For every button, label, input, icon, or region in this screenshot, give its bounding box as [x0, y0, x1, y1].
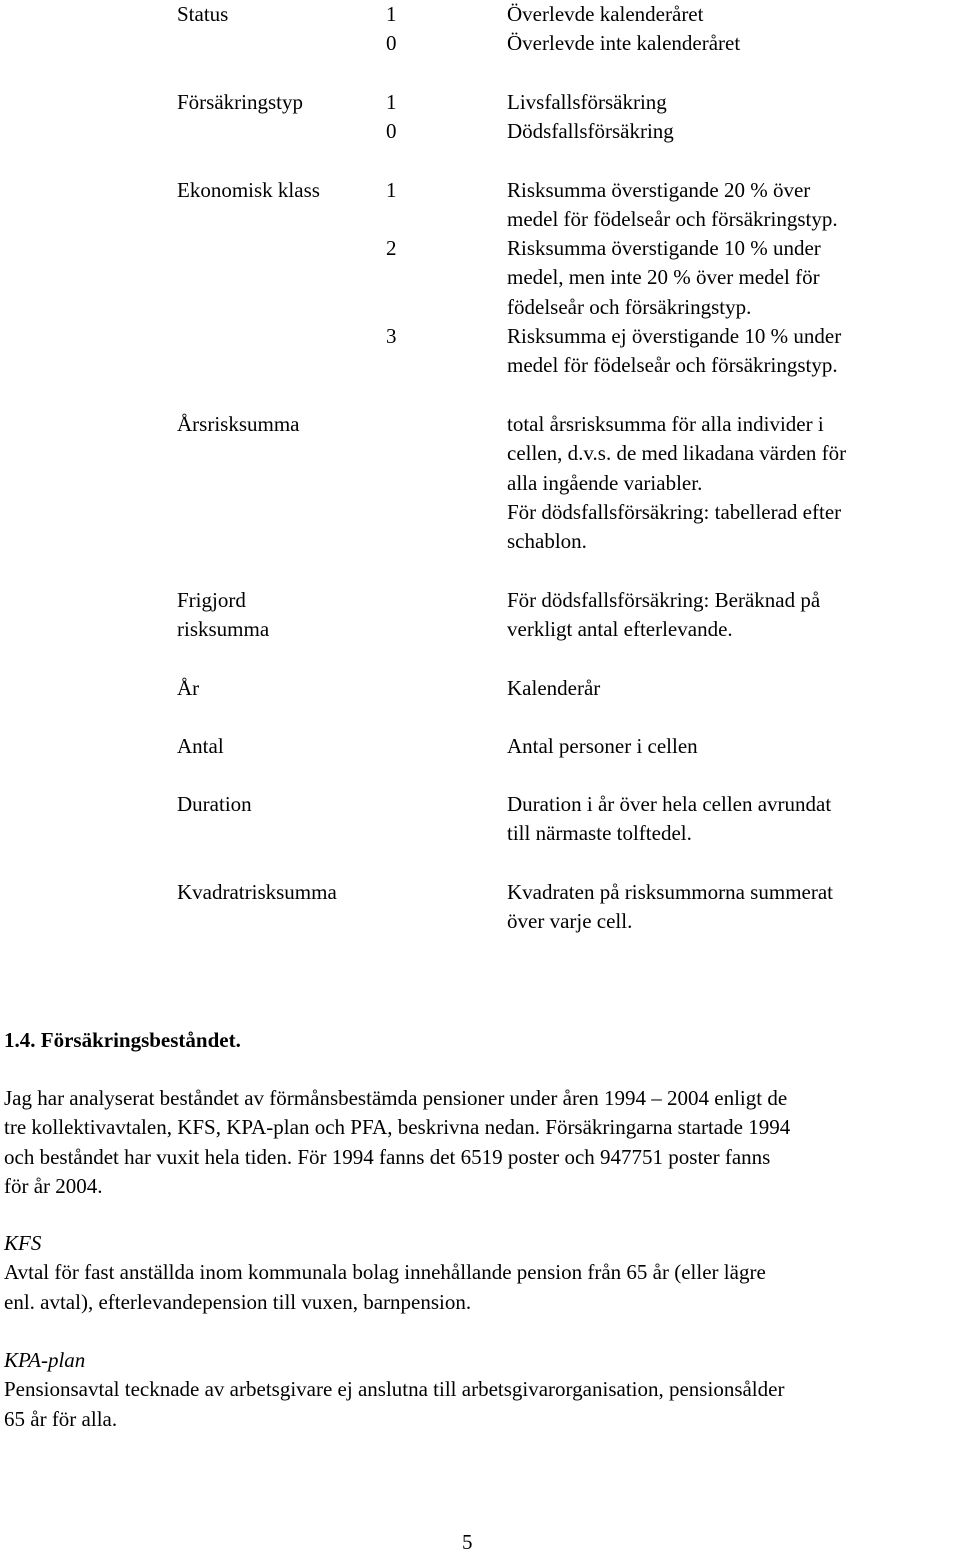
paragraph-line: 65 år för alla.	[4, 1406, 118, 1431]
variable-description	[507, 322, 927, 381]
variable-label: År	[177, 676, 200, 700]
description-line: Kvadraten på risksummorna summerat	[507, 880, 833, 904]
variable-description	[507, 410, 927, 556]
description-line: För dödsfallsförsäkring: tabellerad efter	[507, 499, 842, 524]
section-heading-block	[4, 1026, 956, 1055]
description-line: medel för födelseår och försäkringstyp.	[507, 207, 838, 232]
description-line: För dödsfallsförsäkring: Beräknad på	[507, 588, 821, 612]
description-line: Duration i år över hela cellen avrundat	[507, 792, 832, 816]
paragraph-line: enl. avtal), efterlevandepension till vuxen, barnpension.	[4, 1289, 472, 1314]
description-line: medel för födelseår och försäkringstyp.	[507, 353, 838, 378]
description-line: schablon.	[507, 529, 587, 554]
variable-description: Överlevde kalenderåret	[507, 2, 704, 26]
variable-label: Försäkringstyp	[177, 90, 303, 114]
description-line: cellen, d.v.s. de med likadana värden för	[507, 441, 847, 466]
description-line: Risksumma överstigande 20 % över	[507, 178, 811, 202]
description-line: till närmaste tolftedel.	[507, 821, 692, 846]
description-line: Risksumma ej överstigande 10 % under	[507, 324, 842, 348]
variable-label	[177, 586, 377, 645]
label-line: Frigjord	[177, 588, 246, 612]
variable-description: Kalenderår	[507, 676, 601, 700]
variable-description	[507, 176, 927, 235]
variable-label: Antal	[177, 734, 224, 758]
variable-description	[507, 586, 927, 645]
variable-code: 0	[386, 119, 397, 143]
variable-code: 0	[386, 31, 397, 55]
intro-paragraph	[4, 1084, 956, 1201]
variable-code: 1	[386, 2, 397, 26]
variable-description	[507, 234, 927, 322]
variable-description: Dödsfallsförsäkring	[507, 119, 674, 143]
variable-description	[507, 790, 927, 849]
kfs-title: KFS	[4, 1231, 42, 1255]
kpa-title: KPA-plan	[4, 1348, 86, 1372]
paragraph-line: och beståndet har vuxit hela tiden. För 1994 fanns det 6519 poster och 947751 poster fanns	[4, 1144, 771, 1169]
description-line: födelseår och försäkringstyp.	[507, 294, 752, 319]
paragraph-line: för år 2004.	[4, 1173, 103, 1198]
variable-label: Duration	[177, 792, 252, 816]
variable-description: Antal personer i cellen	[507, 734, 698, 758]
description-line: alla ingående variabler.	[507, 470, 703, 495]
label-line: risksumma	[177, 617, 270, 642]
description-line: verkligt antal efterlevande.	[507, 617, 733, 642]
description-line: Risksumma överstigande 10 % under	[507, 236, 821, 260]
variable-code: 1	[386, 90, 397, 114]
kpa-block	[4, 1346, 956, 1434]
variable-label: Kvadratrisksumma	[177, 880, 337, 904]
description-line: total årsrisksumma för alla individer i	[507, 412, 824, 436]
page-number: 5	[462, 1530, 473, 1554]
variable-label: Årsrisksumma	[177, 412, 300, 436]
variable-description: Överlevde inte kalenderåret	[507, 31, 741, 55]
variable-code: 3	[386, 324, 397, 348]
paragraph-line: tre kollektivavtalen, KFS, KPA-plan och PFA, beskrivna nedan. Försäkringarna startade 1994	[4, 1115, 791, 1140]
kfs-block	[4, 1229, 956, 1317]
paragraph-line: Jag har analyserat beståndet av förmånsbestämda pensioner under åren 1994 – 2004 enligt de	[4, 1086, 788, 1110]
variable-description: Livsfallsförsäkring	[507, 90, 667, 114]
section-heading: 1.4. Försäkringsbeståndet.	[4, 1028, 241, 1052]
description-line: över varje cell.	[507, 909, 633, 934]
variable-label: Status	[177, 2, 229, 26]
variable-description	[507, 878, 927, 937]
description-line: medel, men inte 20 % över medel för	[507, 265, 820, 290]
variable-label: Ekonomisk klass	[177, 178, 320, 202]
variable-code: 1	[386, 178, 397, 202]
variable-code: 2	[386, 236, 397, 260]
paragraph-line: Pensionsavtal tecknade av arbetsgivare ej anslutna till arbetsgivarorganisation, pensionsålder	[4, 1377, 785, 1402]
paragraph-line: Avtal för fast anställda inom kommunala bolag innehållande pension från 65 år (eller lägre	[4, 1260, 766, 1285]
